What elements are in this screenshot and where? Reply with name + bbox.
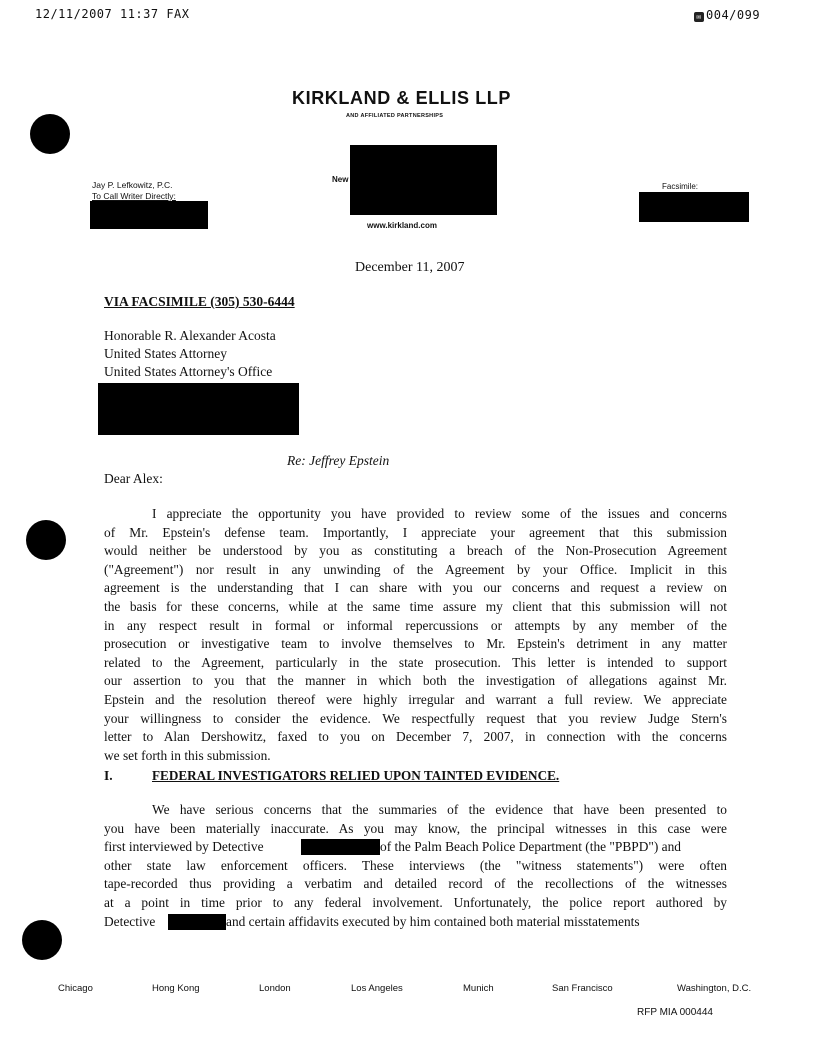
footer-office-hong-kong: Hong Kong xyxy=(152,983,200,994)
section-heading: FEDERAL INVESTIGATORS RELIED UPON TAINTED EVIDENCE. xyxy=(152,768,560,783)
punch-hole-middle xyxy=(26,520,66,560)
recipient-name: Honorable R. Alexander Acosta xyxy=(104,328,276,343)
text-line: related to the Agreement, particularly in the state prosecution. This letter is intended to support xyxy=(104,654,727,670)
text-line: in any respect result in formal or informal repercussions or attempts by any member of the xyxy=(104,617,727,633)
footer-office-los-angeles: Los Angeles xyxy=(351,983,403,994)
firm-name: KIRKLAND & ELLIS LLP xyxy=(292,88,511,108)
paragraph-evidence xyxy=(104,801,727,931)
text-fragment: Detective xyxy=(104,913,156,929)
delivery-method: VIA FACSIMILE (305) 530-6444 xyxy=(104,294,295,309)
footer-office-san-francisco: San Francisco xyxy=(552,983,613,994)
firm-affiliates: AND AFFILIATED PARTNERSHIPS xyxy=(346,113,444,119)
salutation: Dear Alex: xyxy=(104,471,163,486)
punch-hole-bottom xyxy=(22,920,62,960)
text-line xyxy=(104,838,727,857)
footer-office-chicago: Chicago xyxy=(58,983,93,994)
text-line: prosecution or investigative team to involve themselves to Mr. Epstein's detriment in any matter xyxy=(104,636,727,652)
fax-datetime: 12/11/2007 11:37 FAX xyxy=(35,7,190,21)
text-line: agreement is the understanding that I can share with you our concerns and request a review on xyxy=(104,580,727,596)
text-line: we set forth in this submission. xyxy=(104,747,271,763)
text-line: would neither be understood by you as constituting a breach of the Non-Prosecution Agreement xyxy=(104,543,727,559)
punch-hole-top xyxy=(30,114,70,154)
letter-date: December 11, 2007 xyxy=(355,260,465,275)
text-line: We have serious concerns that the summaries of the evidence that have been presented to xyxy=(152,802,727,817)
text-line: at a point in time prior to any federal involvement. Unfortunately, the police report authored by xyxy=(104,894,727,910)
text-fragment: of the Palm Beach Police Department (the "PBPD") and xyxy=(380,839,681,855)
footer-office-washington: Washington, D.C. xyxy=(677,983,752,994)
fax-icon: ✉ xyxy=(694,12,704,22)
call-writer-directly: To Call Writer Directly: xyxy=(92,191,176,201)
text-line: you have been materially inaccurate. As you may know, the principal witnesses in this case were xyxy=(104,820,727,836)
re-line: Re: Jeffrey Epstein xyxy=(287,453,390,468)
redacted-facsimile xyxy=(639,192,749,222)
text-line: the basis for these concerns, while at the same time assure my client that this submission will not xyxy=(104,598,727,614)
recipient-office: United States Attorney's Office xyxy=(104,364,273,379)
fax-page-text: 004/099 xyxy=(706,8,761,22)
recipient-title: United States Attorney xyxy=(104,346,227,361)
office-city-prefix: New xyxy=(332,175,349,184)
text-line xyxy=(104,913,727,932)
author-name: Jay P. Lefkowitz, P.C. xyxy=(92,180,173,190)
text-line: of Mr. Epstein's defense team. Importantly, I appreciate your agreement that this submission xyxy=(104,524,727,540)
text-line: I appreciate the opportunity you have provided to review some of the issues and concerns xyxy=(152,506,727,521)
bates-number: RFP MIA 000444 xyxy=(637,1007,713,1018)
redacted-detective-name-2 xyxy=(168,914,226,930)
section-number: I. xyxy=(104,768,113,783)
redacted-recipient-address xyxy=(98,383,299,435)
text-fragment: first interviewed by Detective xyxy=(104,839,264,855)
text-line: letter to Alan Dershowitz, faxed to you on December 7, 2007, in connection with the concerns xyxy=(104,729,727,745)
text-line: other state law enforcement officers. These interviews (the "witness statements") were often xyxy=(104,857,727,873)
fax-page-number xyxy=(694,8,760,22)
firm-website: www.kirkland.com xyxy=(367,221,437,230)
redacted-office-address xyxy=(350,145,497,215)
redacted-detective-name xyxy=(301,839,380,855)
text-line: tape-recorded thus providing a verbatim and detailed record of the recollections of the witnesses xyxy=(104,876,727,892)
footer-office-munich: Munich xyxy=(463,983,494,994)
text-line: your willingness to consider the evidence. We respectfully request that you review Judge Stern's xyxy=(104,710,727,726)
text-fragment: and certain affidavits executed by him contained both material misstatements xyxy=(226,913,640,929)
paragraph-opening xyxy=(104,505,727,765)
text-line: ("Agreement") nor result in any unwinding of the Agreement by your Office. Implicit in this xyxy=(104,561,727,577)
facsimile-label: Facsimile: xyxy=(662,182,699,191)
text-line: our assertion to you that the manner in which both the investigation of allegations against Mr. xyxy=(104,673,727,689)
footer-office-london: London xyxy=(259,983,291,994)
redacted-phone xyxy=(90,201,208,229)
text-line: Epstein and the resolution thereof were highly irregular and warrant a full review. We appreciate xyxy=(104,691,727,707)
